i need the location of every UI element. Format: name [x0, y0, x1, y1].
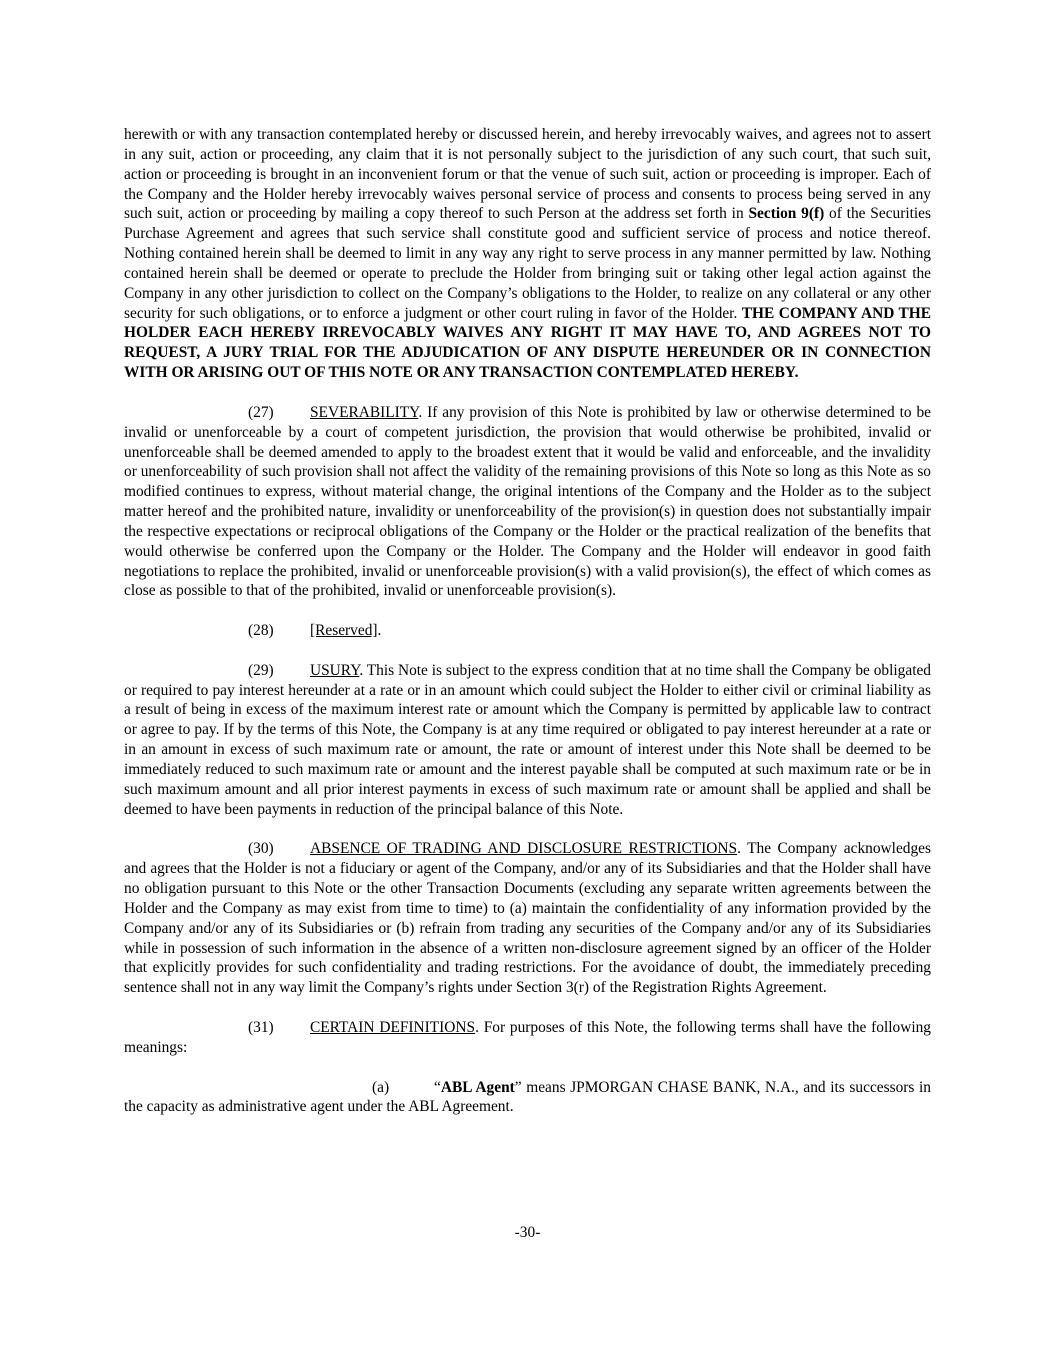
page-number: -30-	[514, 1224, 541, 1241]
definition-term: ABL Agent	[440, 1078, 515, 1096]
paragraph-continuation	[124, 125, 931, 383]
section-31-definitions	[124, 1018, 931, 1058]
continuation-text-b: of the Securities Purchase Agreement and agrees that such service shall constitute good and sufficient service of process and notice thereof. Nothing contained herein shall be deemed to limit in any way any right to serve process in any manner permitted by law. Nothing contained herein shall be deemed or operate to preclude the Holder from bringing suit or taking other legal action against the Company in any other jurisdiction to collect on the Company’s obligations to the Holder, to realize on any collateral or any other security for such obligations, or to enforce a judgment or other court ruling in favor of the Holder.	[124, 205, 931, 322]
section-heading: CERTAIN DEFINITIONS	[310, 1018, 476, 1036]
section-heading: SEVERABILITY	[310, 403, 419, 421]
section-heading: USURY	[310, 661, 360, 679]
section-28-reserved	[124, 621, 931, 641]
section-body: .	[377, 622, 382, 640]
section-number: (30)	[248, 840, 274, 858]
section-heading: [Reserved]	[310, 622, 378, 640]
section-number: (29)	[248, 661, 274, 679]
section-body: . For purposes of this Note, the following terms shall have the following meanings:	[124, 1018, 931, 1056]
section-27-severability	[124, 403, 931, 601]
section-body: . If any provision of this Note is prohibited by law or otherwise determined to be invalid or unenforceable by a court of competent jurisdiction, the provision that would otherwise be prohibited, invalid or unenforceable shall be deemed amended to apply to the broadest extent that it would be valid and enforceable, and the invalidity or unenforceability of such provision shall not affect the validity of the remaining provisions of this Note so long as this Note as so modified continues to express, without material change, the original intentions of the Company and the Holder as to the subject matter hereof and the prohibited nature, invalidity or unenforceability of the provision(s) in question does not substantially impair the respective expectations or reciprocal obligations of the Company or the Holder or the practical realization of the benefits that would otherwise be conferred upon the Company or the Holder. The Company and the Holder will endeavor in good faith negotiations to replace the prohibited, invalid or unenforceable provision(s) with a valid provision(s), the effect of which comes as close as possible to that of the prohibited, invalid or unenforceable provision(s).	[124, 403, 931, 600]
section-30-trading-restrictions	[124, 839, 931, 998]
definition-body: ” means JPMORGAN CHASE BANK, N.A., and its successors in the capacity as administrative agent under the ABL Agreement.	[124, 1078, 932, 1116]
definition-abl-agent	[124, 1078, 931, 1118]
document-page	[124, 125, 931, 1117]
section-reference: Section 9(f)	[748, 205, 825, 223]
section-29-usury	[124, 661, 931, 820]
definition-open-quote: “	[434, 1078, 441, 1096]
continuation-text-a: herewith or with any transaction contemplated hereby or discussed herein, and hereby irrevocably waives, and agrees not to assert in any suit, action or proceeding, any claim that it is not personally subject to the jurisdiction of any such court, that such suit, action or proceeding is brought in an inconvenient forum or that the venue of such suit, action or proceeding is improper. Each of the Company and the Holder hereby irrevocably waives personal service of process and consents to process being served in any such suit, action or proceeding by mailing a copy thereof to such Person at the address set forth in	[124, 126, 931, 223]
section-number: (27)	[248, 403, 274, 421]
section-heading: ABSENCE OF TRADING AND DISCLOSURE RESTRICTIONS	[310, 840, 738, 858]
definition-label: (a)	[372, 1078, 390, 1096]
section-body: . This Note is subject to the express condition that at no time shall the Company be obligated or required to pay interest hereunder at a rate or in an amount which could subject the Holder to either civil or criminal liability as a result of being in excess of the maximum interest rate or amount which the Company is permitted by applicable law to contract or agree to pay. If by the terms of this Note, the Company is at any time required or obligated to pay interest hereunder at a rate or in an amount in excess of such maximum rate or amount, the rate or amount of interest under this Note shall be deemed to be immediately reduced to such maximum rate or amount and the interest payable shall be computed at such maximum rate or be in such maximum amount and all prior interest payments in excess of such maximum rate or amount shall be applied and shall be deemed to have been payments in reduction of the principal balance of this Note.	[124, 661, 931, 818]
section-number: (28)	[248, 622, 274, 640]
jury-waiver-text: THE COMPANY AND THE HOLDER EACH HEREBY IRREVOCABLY WAIVES ANY RIGHT IT MAY HAVE TO, AND AGREES NOT TO REQUEST, A JURY TRIAL FOR THE ADJUDICATION OF ANY DISPUTE HEREUNDER OR IN CONNECTION WITH OR ARISING OUT OF THIS NOTE OR ANY TRANSACTION CONTEMPLATED HEREBY.	[124, 304, 931, 382]
section-body: . The Company acknowledges and agrees that the Holder is not a fiduciary or agent of the Company, and/or any of its Subsidiaries and that the Holder shall have no obligation pursuant to this Note or the other Transaction Documents (excluding any separate written agreements between the Holder and the Company as may exist from time to time) to (a) maintain the confidentiality of any information provided by the Company and/or any of its Subsidiaries or (b) refrain from trading any securities of the Company and/or any of its Subsidiaries while in possession of such information in the absence of a written non-disclosure agreement signed by an officer of the Holder that explicitly provides for such confidentiality and trading restrictions. For the avoidance of doubt, the immediately preceding sentence shall not in any way limit the Company’s rights under Section 3(r) of the Registration Rights Agreement.	[124, 840, 931, 997]
section-number: (31)	[248, 1018, 274, 1036]
